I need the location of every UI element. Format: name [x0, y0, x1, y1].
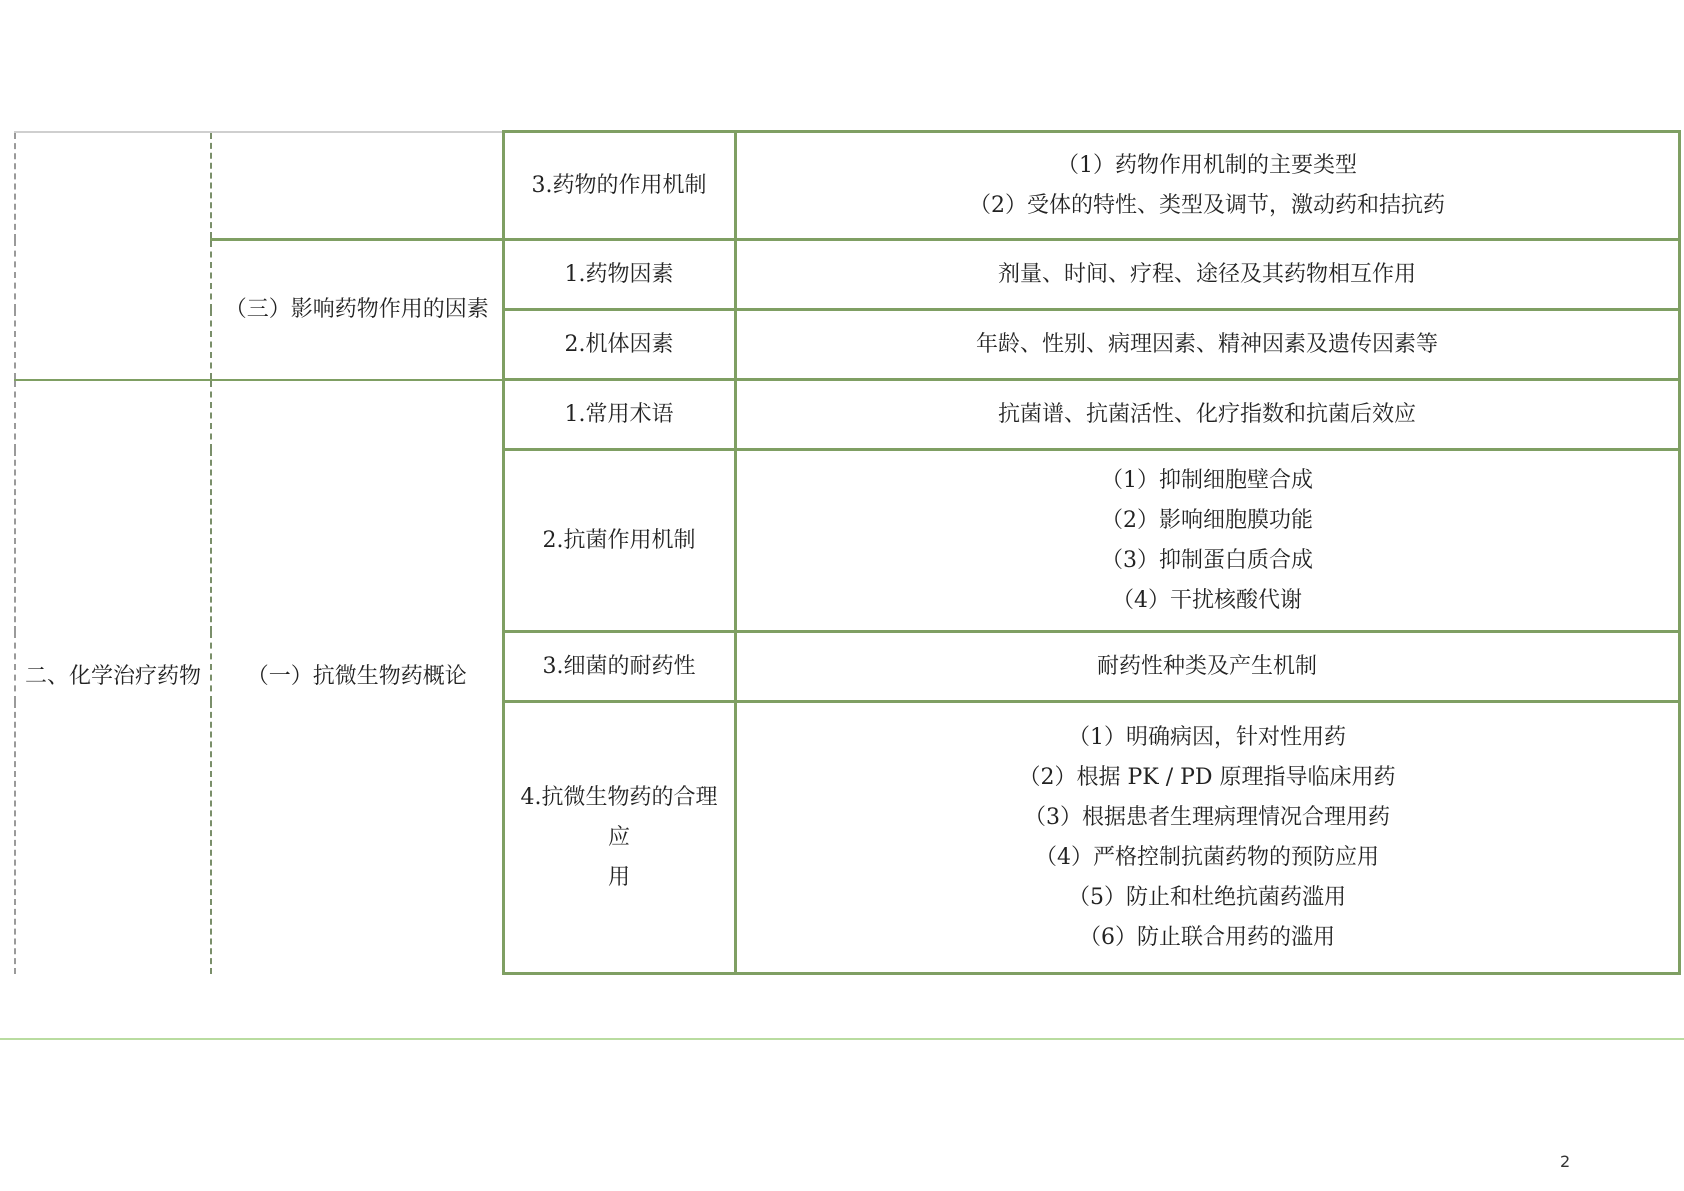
item-line: 用 — [607, 864, 630, 890]
content-line: （1）明确病因，针对性用药 — [1068, 724, 1346, 750]
footer-divider — [0, 1038, 1684, 1040]
content-cell — [735, 132, 1679, 240]
content-line: （2）受体的特性、类型及调节，激动药和拮抗药 — [969, 192, 1445, 218]
item-line: 4.抗微生物药的合理 — [520, 784, 718, 810]
content-line: （4）干扰核酸代谢 — [1112, 587, 1302, 613]
content-line: （2）影响细胞膜功能 — [1101, 507, 1313, 533]
item-cell: 3.细菌的耐药性 — [503, 632, 735, 702]
unit-cell-empty — [211, 132, 503, 240]
section-cell: 二、化学治疗药物 — [15, 380, 211, 974]
content-cell — [735, 702, 1679, 974]
content-cell: 抗菌谱、抗菌活性、化疗指数和抗菌后效应 — [735, 380, 1679, 450]
item-cell — [503, 702, 735, 974]
content-line: （3）抑制蛋白质合成 — [1101, 547, 1313, 573]
item-cell: 3.药物的作用机制 — [503, 132, 735, 240]
section-cell-empty — [15, 132, 211, 380]
item-line: 应 — [607, 824, 630, 850]
unit-cell: （一）抗微生物药概论 — [211, 380, 503, 974]
table-row — [15, 132, 1679, 240]
item-cell: 2.抗菌作用机制 — [503, 450, 735, 632]
content-line: （2）根据 PK / PD 原理指导临床用药 — [1018, 764, 1396, 790]
item-cell: 2.机体因素 — [503, 310, 735, 380]
content-line: （5）防止和杜绝抗菌药滥用 — [1068, 884, 1346, 910]
page-number: 2 — [1560, 1152, 1571, 1171]
content-line: （4）严格控制抗菌药物的预防应用 — [1035, 844, 1379, 870]
table-row — [15, 380, 1679, 450]
content-cell: 剂量、时间、疗程、途径及其药物相互作用 — [735, 240, 1679, 310]
content-line: （1）药物作用机制的主要类型 — [1057, 152, 1357, 178]
table-row — [15, 240, 1679, 310]
content-line: （1）抑制细胞壁合成 — [1101, 467, 1313, 493]
content-cell: 耐药性种类及产生机制 — [735, 632, 1679, 702]
syllabus-table — [14, 130, 1681, 975]
content-cell — [735, 450, 1679, 632]
item-cell: 1.常用术语 — [503, 380, 735, 450]
item-cell: 1.药物因素 — [503, 240, 735, 310]
content-cell: 年龄、性别、病理因素、精神因素及遗传因素等 — [735, 310, 1679, 380]
unit-cell: （三）影响药物作用的因素 — [211, 240, 503, 380]
content-line: （3）根据患者生理病理情况合理用药 — [1024, 804, 1390, 830]
content-line: （6）防止联合用药的滥用 — [1079, 924, 1335, 950]
